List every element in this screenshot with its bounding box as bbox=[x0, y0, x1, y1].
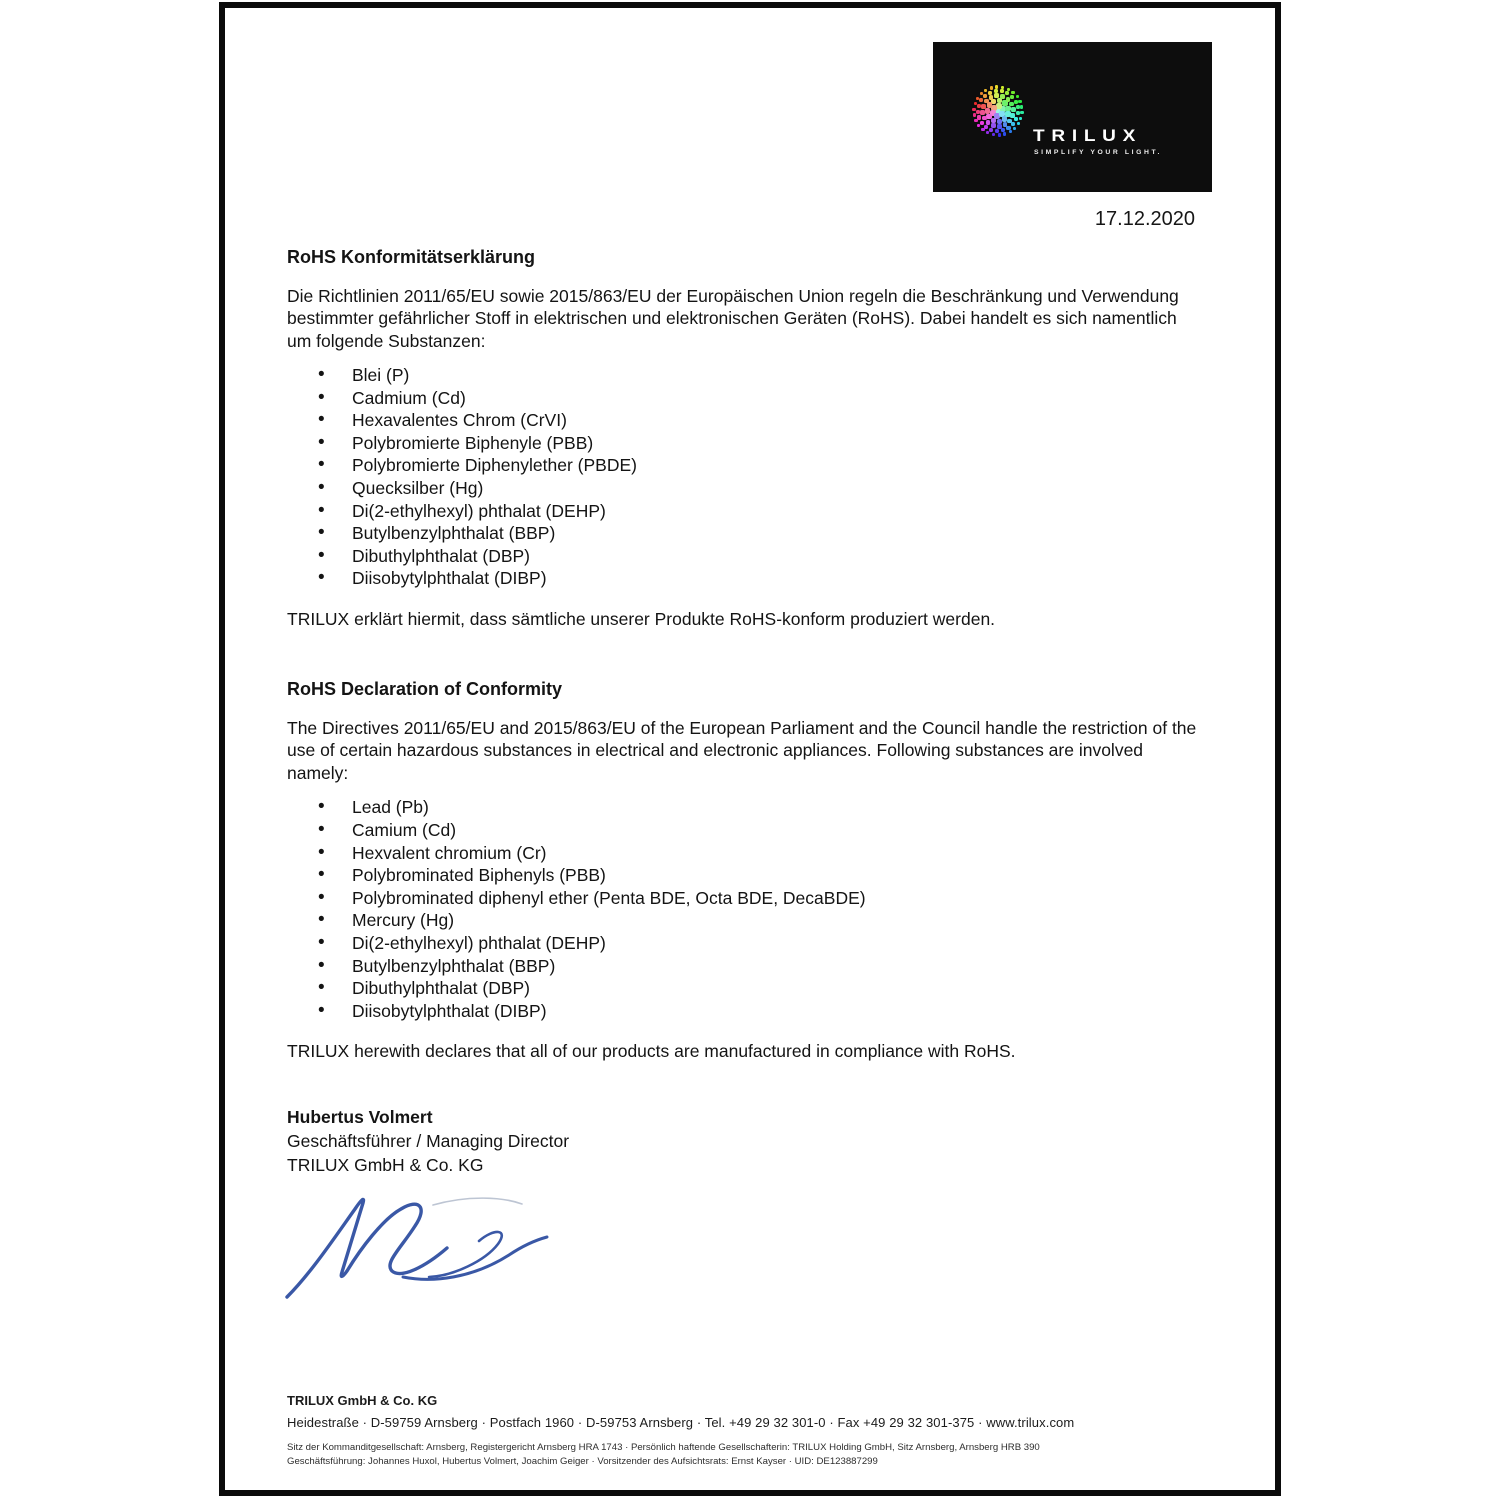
list-item: • Lead (Pb) bbox=[287, 796, 1202, 819]
globe-dot bbox=[1019, 117, 1022, 120]
globe-dot bbox=[980, 92, 983, 95]
globe-dot bbox=[976, 110, 980, 114]
list-item: • Hexvalent chromium (Cr) bbox=[287, 842, 1202, 865]
globe-dot bbox=[987, 102, 992, 107]
globe-dot bbox=[984, 99, 989, 104]
globe-dot bbox=[988, 91, 992, 95]
globe-dot bbox=[1017, 122, 1020, 125]
globe-dot bbox=[1016, 111, 1020, 115]
globe-dot bbox=[1003, 132, 1006, 135]
footer-legal-line1: Sitz der Kommanditgesellschaft: Arnsberg, Registergericht Arnsberg HRA 1743 · Persönlich haftende Gesellschafterin: TRILUX Holding GmbH, Sitz Arnsberg, Arnsberg HRB 390 bbox=[287, 1442, 1040, 1453]
english-closing: TRILUX herewith declares that all of our products are manufactured in compliance with RoHS. bbox=[287, 1041, 1016, 1062]
globe-dot bbox=[974, 102, 977, 105]
globe-dot bbox=[1001, 86, 1004, 89]
globe-dot bbox=[1011, 91, 1014, 94]
german-heading: RoHS Konformitätserklärung bbox=[287, 247, 536, 267]
brand-tagline: SIMPLIFY YOUR LIGHT. bbox=[1034, 149, 1163, 156]
english-heading: RoHS Declaration of Conformity bbox=[287, 679, 563, 700]
german-substance-list bbox=[287, 364, 1202, 590]
signer-title: Geschäftsführer / Managing Director bbox=[287, 1130, 570, 1151]
globe-dot bbox=[992, 133, 995, 136]
globe-dot bbox=[1010, 95, 1014, 99]
list-item: • Blei (P) bbox=[287, 364, 1202, 387]
globe-dot bbox=[1020, 105, 1023, 108]
globe-dot bbox=[1005, 91, 1009, 95]
globe-dot bbox=[983, 94, 987, 98]
globe-dot bbox=[998, 133, 1001, 136]
list-item: • Di(2-ethylhexyl) phthalat (DEHP) bbox=[287, 500, 1202, 523]
list-item: • Diisobytylphthalat (DIBP) bbox=[287, 567, 1202, 590]
globe-dot bbox=[994, 89, 998, 93]
list-item: • Quecksilber (Hg) bbox=[287, 477, 1202, 500]
signature-gap bbox=[287, 1063, 1202, 1105]
list-item: • Hexavalentes Chrom (CrVI) bbox=[287, 409, 1202, 432]
trilux-globe-icon bbox=[969, 82, 1027, 140]
globe-dot bbox=[974, 119, 977, 122]
list-item: • Camium (Cd) bbox=[287, 819, 1202, 842]
globe-dot bbox=[1013, 127, 1016, 130]
globe-dot bbox=[991, 118, 996, 123]
globe-dot bbox=[973, 113, 976, 116]
german-closing: TRILUX erklärt hiermit, dass sämtliche unserer Produkte RoHS-konform produziert werden. bbox=[287, 608, 996, 629]
list-item: • Cadmium (Cd) bbox=[287, 387, 1202, 410]
footer-company: TRILUX GmbH & Co. KG bbox=[287, 1393, 438, 1408]
list-item: • Polybromierte Biphenyle (PBB) bbox=[287, 432, 1202, 455]
globe-dot bbox=[1020, 111, 1023, 114]
globe-dot bbox=[1018, 100, 1021, 103]
globe-dot bbox=[976, 97, 979, 100]
globe-dot bbox=[990, 86, 993, 89]
globe-dot bbox=[1014, 100, 1018, 104]
letter-footer bbox=[287, 1392, 1252, 1468]
english-substance-list bbox=[287, 796, 1202, 1022]
brand-wordmark: TRILUX bbox=[1033, 126, 1143, 145]
globe-dot bbox=[984, 89, 987, 92]
footer-legal-line2: Geschäftsführung: Johannes Huxol, Hubertus Volmert, Joachim Geiger · Vorsitzender des Aufsichtsrats: Ernst Kayser · UID: DE123887299 bbox=[287, 1455, 878, 1467]
globe-dot bbox=[980, 110, 985, 115]
globe-dot bbox=[1005, 106, 1010, 111]
list-item: • Dibuthylphthalat (DBP) bbox=[287, 545, 1202, 568]
globe-dot bbox=[1011, 122, 1015, 126]
signer-name: Hubertus Volmert bbox=[287, 1106, 433, 1127]
letter-body bbox=[287, 246, 1202, 1308]
page-frame bbox=[219, 2, 1281, 1496]
globe-dot bbox=[979, 98, 983, 102]
signer-company: TRILUX GmbH & Co. KG bbox=[287, 1154, 484, 1175]
globe-dot bbox=[995, 85, 998, 88]
trilux-logo bbox=[933, 42, 1212, 192]
list-item: • Polybromierte Diphenylether (PBDE) bbox=[287, 454, 1202, 477]
list-item: • Di(2-ethylhexyl) phthalat (DEHP) bbox=[287, 932, 1202, 955]
list-item: • Butylbenzylphthalat (BBP) bbox=[287, 955, 1202, 978]
footer-legal bbox=[287, 1441, 1252, 1468]
globe-dot bbox=[977, 115, 981, 119]
document-date: 17.12.2020 bbox=[1094, 208, 1195, 230]
footer-address: Heidestraße · D-59759 Arnsberg · Postfach 1960 · D-59753 Arnsberg · Tel. +49 29 32 301-0 · Fax +49 29 32 301-375 · www.trilux.com bbox=[287, 1415, 1075, 1430]
globe-dot bbox=[972, 108, 975, 111]
section-gap bbox=[287, 630, 1202, 678]
handwritten-signature bbox=[281, 1185, 1202, 1309]
globe-dot bbox=[984, 125, 988, 129]
globe-dot bbox=[986, 131, 989, 134]
list-item: • Mercury (Hg) bbox=[287, 909, 1202, 932]
globe-dot bbox=[1007, 88, 1010, 91]
globe-dot bbox=[989, 95, 994, 100]
signature-ink-icon bbox=[281, 1185, 571, 1303]
globe-dot bbox=[994, 93, 999, 98]
globe-dot bbox=[980, 121, 984, 125]
globe-dot bbox=[1000, 89, 1004, 93]
list-item: • Butylbenzylphthalat (BBP) bbox=[287, 522, 1202, 545]
globe-dot bbox=[981, 128, 984, 131]
globe-dot bbox=[1014, 117, 1018, 121]
list-item: • Polybrominated Biphenyls (PBB) bbox=[287, 864, 1202, 887]
english-intro: The Directives 2011/65/EU and 2015/863/EU of the European Parliament and the Council handle the restriction of the use of certain hazardous substances in electrical and electronic appliances. Following substances are involved namely: bbox=[287, 717, 1197, 783]
list-item: • Diisobytylphthalat (DIBP) bbox=[287, 1000, 1202, 1023]
list-item: • Dibuthylphthalat (DBP) bbox=[287, 977, 1202, 1000]
globe-dot bbox=[1016, 95, 1019, 98]
globe-dot bbox=[977, 104, 981, 108]
globe-dot bbox=[989, 128, 993, 132]
globe-dot bbox=[985, 108, 990, 113]
globe-dot bbox=[981, 104, 986, 109]
german-intro: Die Richtlinien 2011/65/EU sowie 2015/863/EU der Europäischen Union regeln die Beschränkung und Verwendung bestimmter gefährlicher Stoff in elektrischen und elektronischen Geräten (RoHS). Dabei handelt es sich namentlich um folgende Substanzen: bbox=[287, 285, 1179, 351]
globe-dot bbox=[1009, 130, 1012, 133]
globe-dot bbox=[1000, 94, 1005, 99]
list-item: • Polybrominated diphenyl ether (Penta BDE, Octa BDE, DecaBDE) bbox=[287, 887, 1202, 910]
